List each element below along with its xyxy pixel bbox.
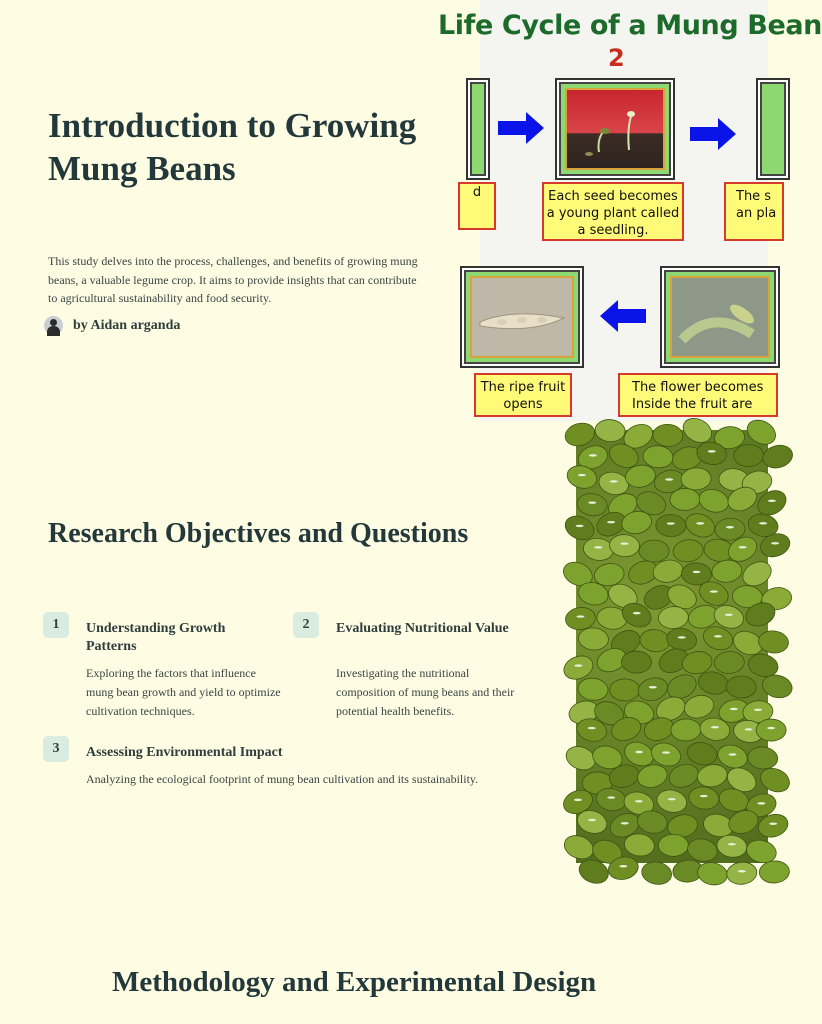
bean-hilum [588, 501, 596, 503]
mung-bean [639, 540, 669, 562]
bean-hilum [769, 823, 777, 825]
mung-bean [733, 444, 763, 467]
bean-hilum [730, 708, 738, 710]
bean-hilum [574, 664, 582, 666]
mung-bean [658, 834, 688, 856]
bean-hilum [607, 796, 615, 798]
mung-bean [671, 718, 702, 741]
mung-bean [562, 420, 597, 449]
right-arrow-icon [690, 118, 736, 150]
poster-frame-fruit [460, 266, 584, 368]
bean-hilum [738, 870, 746, 872]
bean-hilum [729, 753, 737, 755]
objectives-heading: Research Objectives and Questions [48, 518, 469, 549]
page-title: Introduction to Growing Mung Beans [48, 106, 417, 188]
mung-bean [665, 626, 698, 653]
right-arrow-icon [498, 112, 544, 144]
mung-bean [582, 536, 615, 562]
objective-title: Evaluating Nutritional Value [336, 621, 509, 636]
bean-hilum [767, 727, 775, 729]
objective-number-badge: 3 [43, 736, 69, 762]
bean-hilum [696, 522, 704, 524]
bean-hilum [714, 635, 722, 637]
bean-hilum [668, 798, 676, 800]
bean-hilum [667, 522, 675, 524]
flower-illustration [672, 278, 768, 356]
mung-bean [577, 677, 609, 702]
bean-hilum [726, 526, 734, 528]
mung-bean [578, 627, 609, 651]
bean-hilum [711, 726, 719, 728]
left-arrow-icon [600, 300, 646, 332]
bean-hilum [576, 525, 584, 527]
mung-bean [594, 418, 626, 443]
mung-bean [561, 831, 597, 863]
poster-caption-seed: d [458, 182, 496, 230]
bean-hilum [588, 727, 596, 729]
mung-beans-illustration [576, 430, 768, 863]
mung-beans-photo [576, 430, 768, 863]
bean-hilum [576, 615, 584, 617]
bean-hilum [754, 709, 762, 711]
bean-hilum [594, 546, 602, 548]
author-name: by Aidan arganda [73, 317, 181, 333]
bean-hilum [633, 612, 641, 614]
bean-hilum [662, 751, 670, 753]
poster-frame-flower [660, 266, 780, 368]
bean-hilum [759, 522, 767, 524]
bean-hilum [710, 590, 718, 592]
objective-title: Assessing Environmental Impact [86, 745, 283, 760]
mung-bean [695, 762, 729, 789]
mung-bean [670, 488, 700, 511]
poster-caption-seedling: Each seed becomes a young plant called a seedling. [542, 182, 684, 241]
mung-bean [686, 836, 720, 863]
poster-frame-seedling [555, 78, 675, 180]
mung-bean [760, 442, 795, 471]
mung-bean [609, 679, 639, 702]
life-cycle-poster [438, 0, 822, 421]
objective-number-badge: 1 [43, 612, 69, 638]
poster-caption-plant: The s an pla [724, 182, 784, 241]
bean-hilum [771, 542, 779, 544]
bean-hilum [649, 686, 657, 688]
methodology-heading: Methodology and Experimental Design [112, 966, 597, 998]
mung-bean [696, 486, 731, 516]
avatar [44, 316, 63, 335]
bean-hilum [725, 614, 733, 616]
objective-title: Understanding Growth Patterns [86, 621, 226, 654]
bean-hilum [665, 478, 673, 480]
bean-hilum [739, 546, 747, 548]
mung-bean [658, 606, 689, 630]
bean-hilum [728, 843, 736, 845]
bean-hilum [700, 795, 708, 797]
objective-description: Exploring the factors that influence mung bean growth and yield to optimize cultivation techniques. [86, 666, 281, 718]
seedling-illustration [567, 90, 663, 168]
bean-hilum [678, 636, 686, 638]
bean-hilum [619, 865, 627, 867]
mung-bean [714, 651, 745, 675]
pod-illustration [472, 278, 572, 356]
author-byline [44, 316, 180, 335]
bean-hilum [621, 542, 629, 544]
bean-hilum [589, 454, 597, 456]
bean-hilum [757, 802, 765, 804]
mung-bean [655, 514, 686, 537]
poster-frame-plant [756, 78, 790, 180]
poster-stage-number: 2 [608, 44, 625, 72]
objective-description: Analyzing the ecological footprint of mung bean cultivation and its sustainability. [86, 772, 479, 786]
mung-bean [726, 675, 757, 698]
mung-bean [714, 517, 745, 541]
bean-hilum [578, 474, 586, 476]
mung-bean [639, 628, 671, 653]
mung-bean [682, 509, 718, 541]
mung-bean [621, 651, 651, 674]
mung-bean [564, 606, 596, 631]
poster-caption-fruit: The ripe fruit opens [474, 373, 572, 417]
mung-bean [672, 538, 705, 564]
intro-paragraph: This study delves into the process, challenges, and benefits of growing mung beans, a valuable legume crop. It aims to provide insights that can contribute to agricultural sustainability and food security. [48, 254, 418, 305]
bean-hilum [588, 819, 596, 821]
objective-description: Investigating the nutritional composition of mung beans and their potential health benefits. [336, 666, 515, 718]
mung-bean [711, 558, 743, 583]
bean-hilum [692, 571, 700, 573]
bean-hilum [708, 450, 716, 452]
mung-bean [759, 860, 790, 884]
bean-hilum [745, 728, 753, 730]
mung-bean [726, 861, 758, 886]
bean-hilum [768, 500, 776, 502]
mung-bean [609, 534, 640, 558]
poster-title: Life Cycle of a Mung Bean [438, 10, 822, 41]
mung-bean [696, 860, 730, 888]
mung-bean [576, 491, 609, 517]
poster-frame-seed [466, 78, 490, 180]
objective-number-badge: 2 [293, 612, 319, 638]
bean-hilum [607, 521, 615, 523]
mung-bean [687, 785, 720, 811]
bean-hilum [574, 799, 582, 801]
bean-hilum [621, 822, 629, 824]
bean-hilum [635, 800, 643, 802]
mung-bean [747, 746, 779, 771]
poster-caption-flower: The flower becomes Inside the fruit are [618, 373, 778, 417]
mung-bean [757, 629, 789, 654]
mung-bean [640, 860, 674, 887]
mung-bean [655, 787, 689, 815]
mung-bean [635, 762, 669, 791]
mung-bean [680, 467, 711, 491]
mung-bean [756, 719, 786, 741]
mung-bean [652, 424, 683, 448]
mung-bean [685, 740, 719, 768]
bean-hilum [635, 751, 643, 753]
bean-hilum [610, 480, 618, 482]
